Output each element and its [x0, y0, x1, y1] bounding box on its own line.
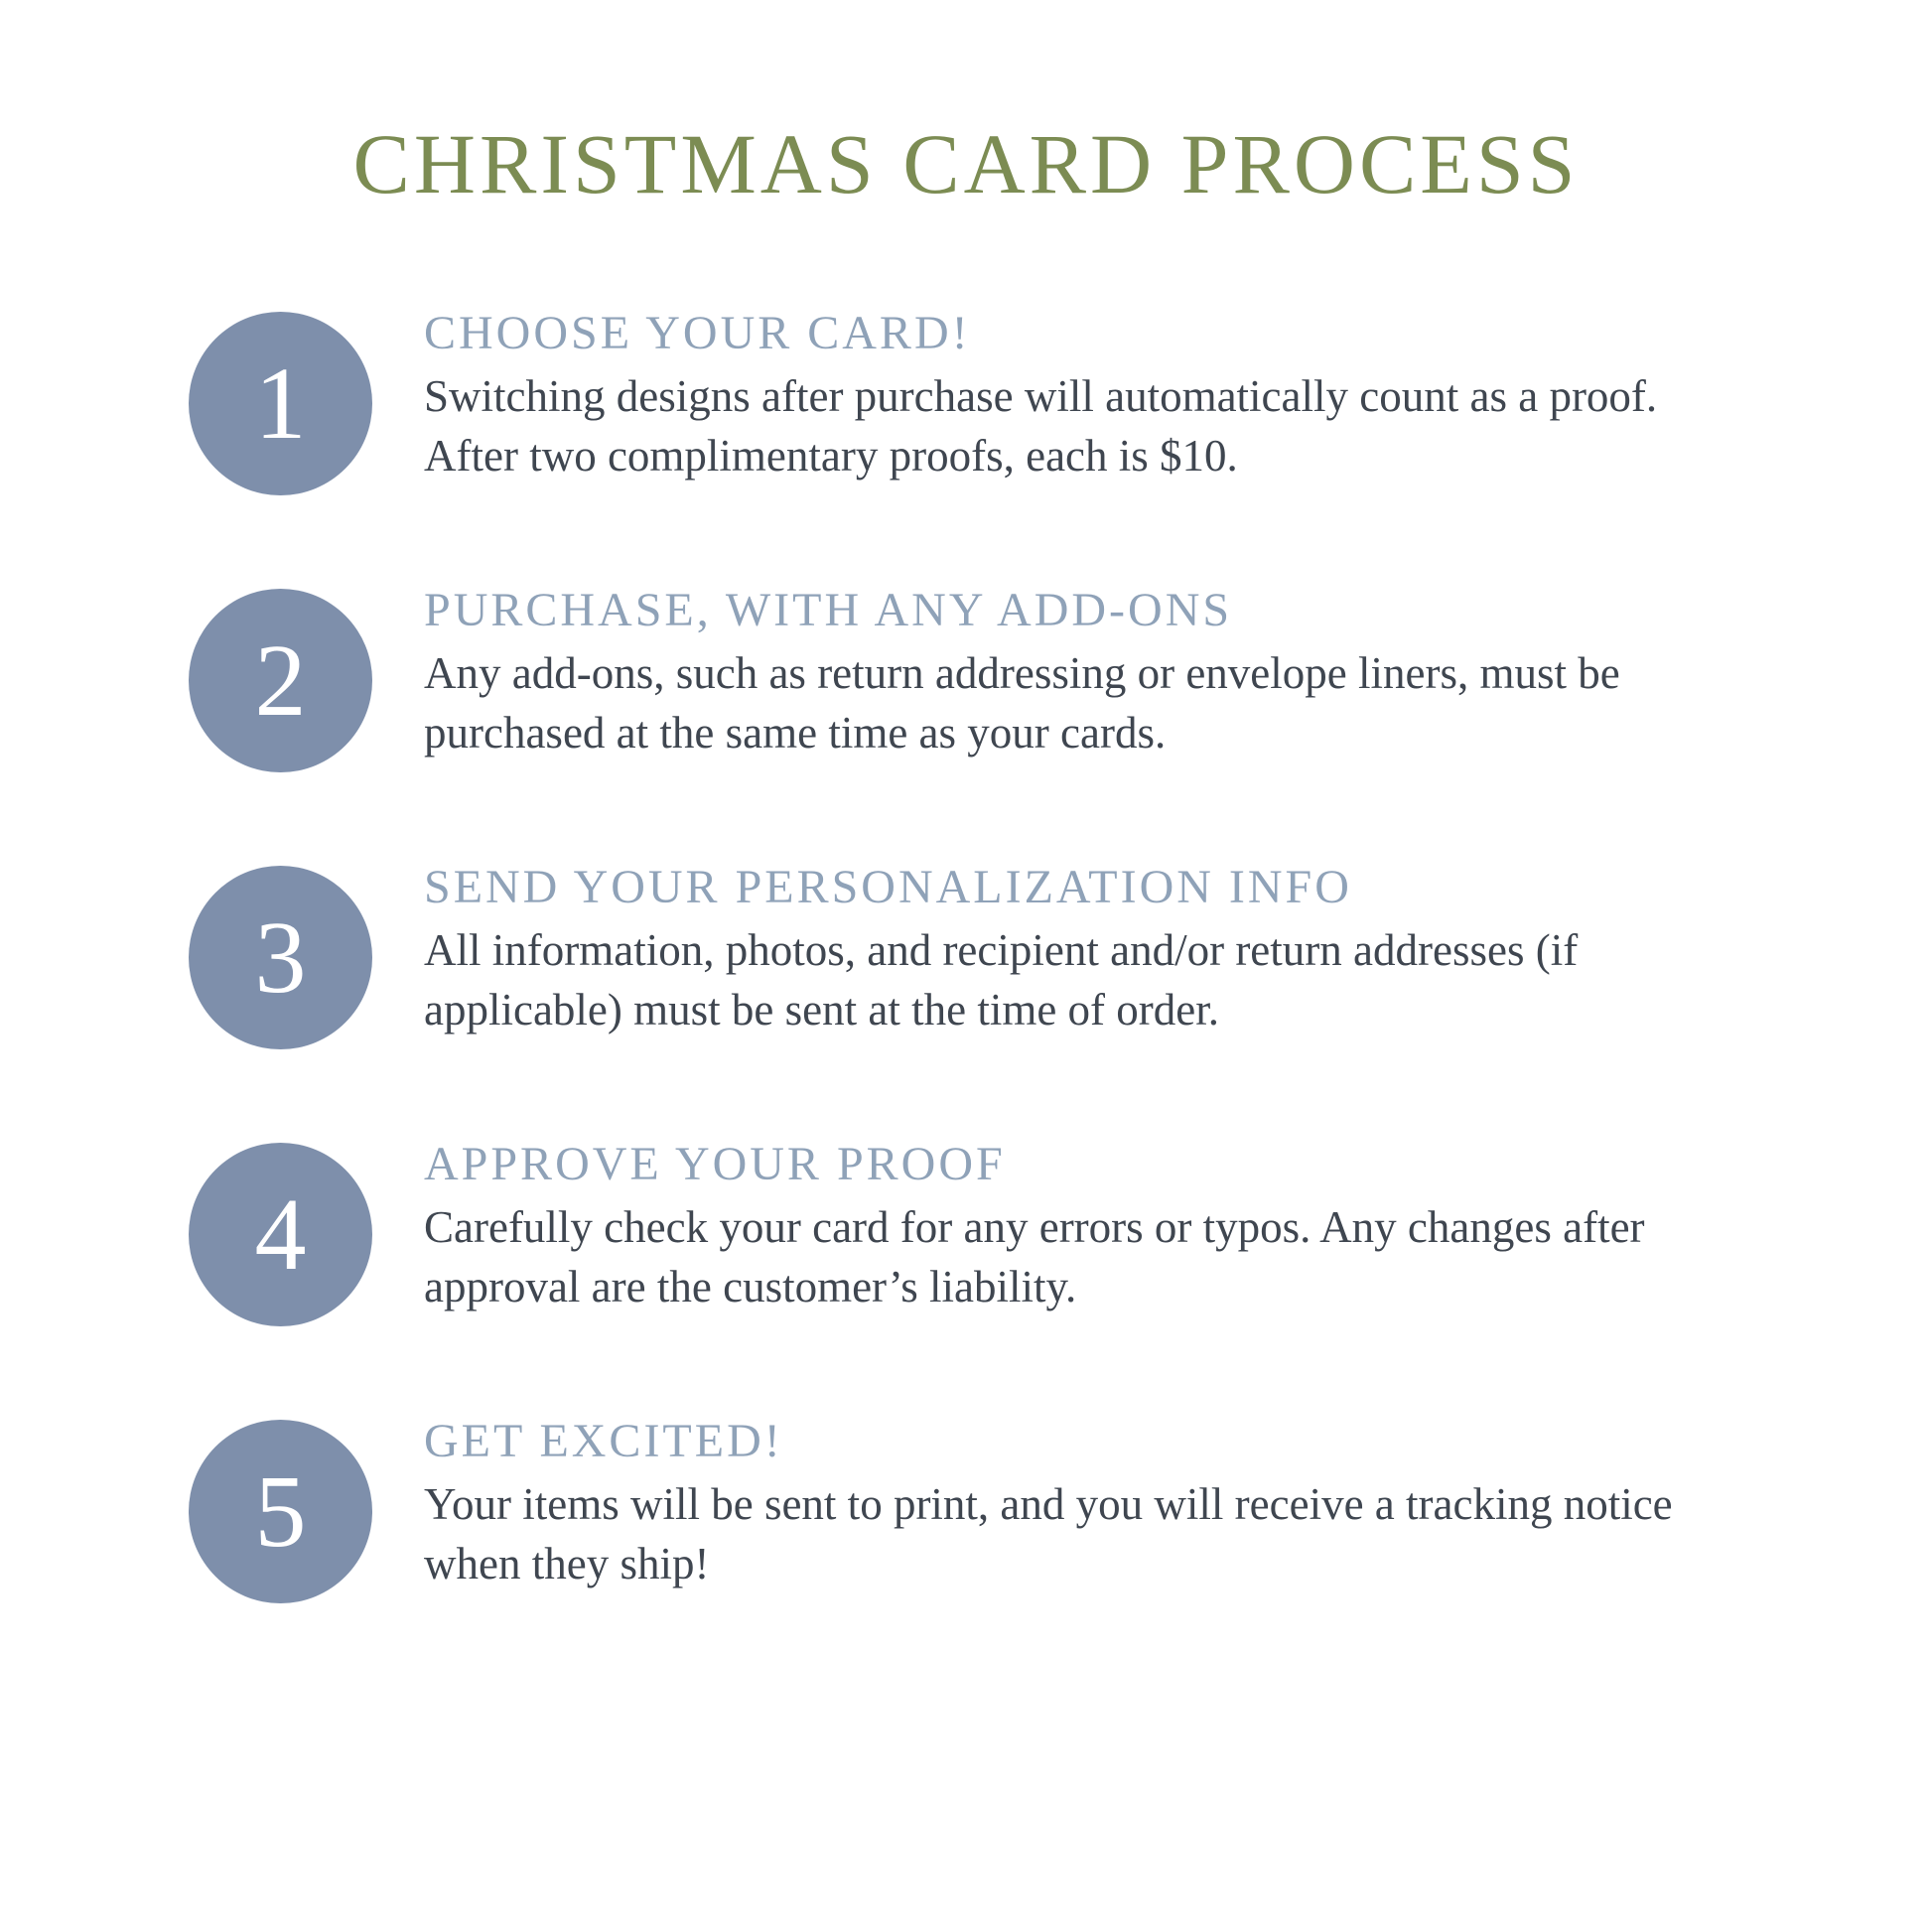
step-number-badge: 3	[189, 866, 372, 1049]
step-description: Any add-ons, such as return addressing or envelope liners, must be purchased at the same time as your cards.	[424, 647, 1620, 759]
step-number-badge: 5	[189, 1420, 372, 1603]
step-body	[424, 1129, 1783, 1316]
step-heading: CHOOSE YOUR CARD!	[424, 307, 971, 359]
step-description: Switching designs after purchase will automatically count as a proof. After two complimentary proofs, each is $10.	[424, 370, 1658, 482]
step-heading: SEND YOUR PERSONALIZATION INFO	[424, 861, 1352, 913]
list-item	[189, 1406, 1783, 1603]
step-body	[424, 1406, 1783, 1593]
step-number-badge: 2	[189, 589, 372, 772]
step-number-badge: 4	[189, 1143, 372, 1326]
step-description: All information, photos, and recipient and/or return addresses (if applicable) must be sent at the time of order.	[424, 924, 1579, 1035]
step-number-badge: 1	[189, 312, 372, 495]
step-body	[424, 575, 1783, 762]
list-item	[189, 575, 1783, 772]
step-description: Carefully check your card for any errors or typos. Any changes after approval are the customer’s liability.	[424, 1201, 1645, 1312]
step-body	[424, 298, 1783, 485]
list-item	[189, 852, 1783, 1049]
step-heading: APPROVE YOUR PROOF	[424, 1138, 1006, 1190]
step-heading: PURCHASE, WITH ANY ADD-ONS	[424, 584, 1233, 636]
step-body	[424, 852, 1783, 1039]
page-title: CHRISTMAS CARD PROCESS	[352, 116, 1580, 211]
list-item	[189, 1129, 1783, 1326]
list-item	[189, 298, 1783, 495]
step-heading: GET EXCITED!	[424, 1415, 783, 1467]
steps-list	[0, 298, 1932, 1603]
step-description: Your items will be sent to print, and you will receive a tracking notice when they ship!	[424, 1478, 1673, 1589]
